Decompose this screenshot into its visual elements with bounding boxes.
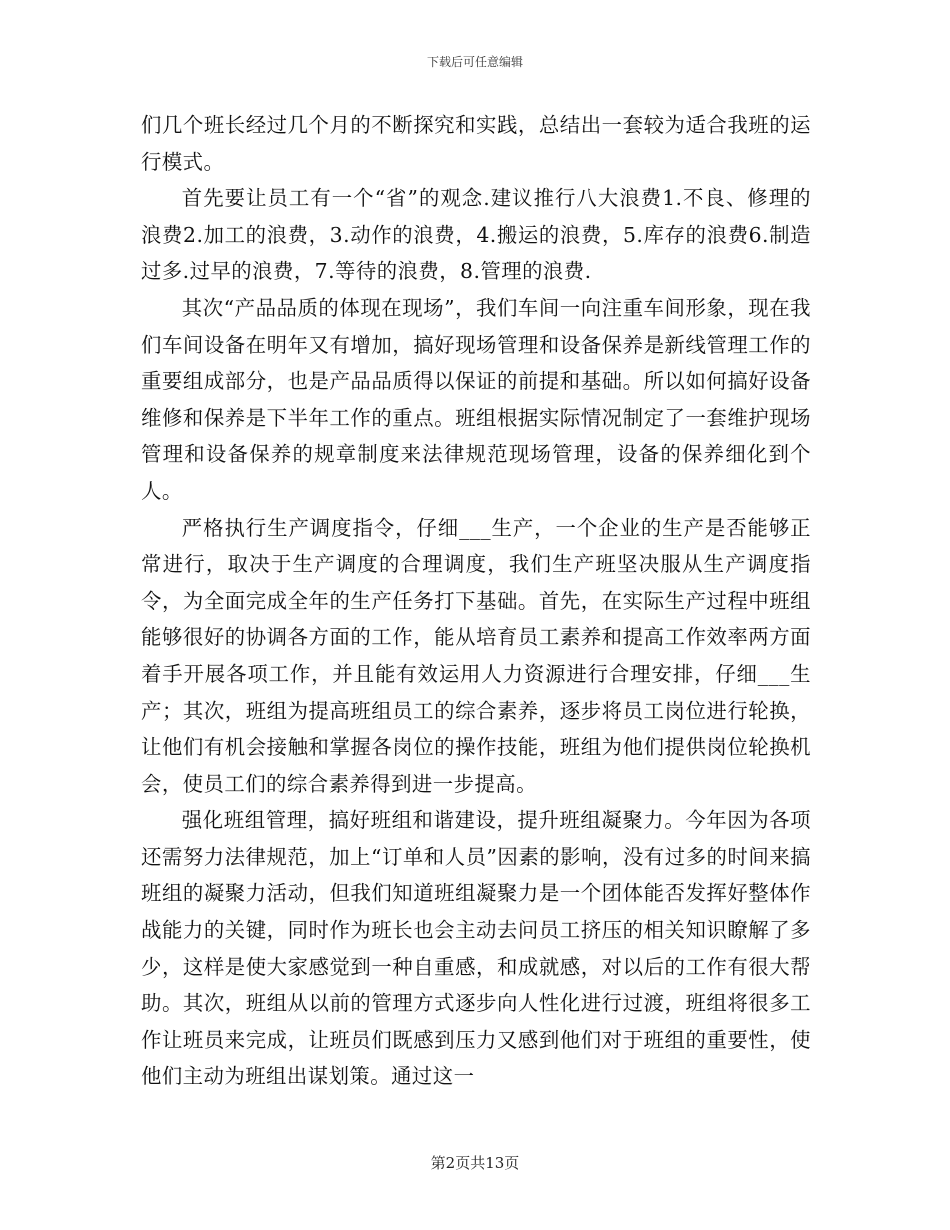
paragraph-waste-concept: 首先要让员工有一个“省”的观念.建议推行八大浪费1.不良、修理的浪费2.加工的浪费，3.动作的浪费，4.搬运的浪费，5.库存的浪费6.制造过多.过早的浪费，7.等待的浪费，8.管理的浪费.	[141, 186, 811, 284]
paragraph-continuation: 们几个班长经过几个月的不断探究和实践，总结出一套较为适合我班的运行模式。	[141, 113, 811, 174]
paragraph-team-cohesion: 强化班组管理，搞好班组和谐建设，提升班组凝聚力。今年因为各项还需努力法律规范，加上“订单和人员”因素的影响，没有过多的时间来搞班组的凝聚力活动，但我们知道班组凝聚力是一个团体能否发挥好整体作战能力的关键，同时作为班长也会主动去问员工挤压的相关知识瞭解了多少，这样是使大家感觉到一种自重感，和成就感，对以后的工作有很大帮助。其次，班组从以前的管理方式逐步向人性化进行过渡，班组将很多工作让班员来完成，让班员们既感到压力又感到他们对于班组的重要性，使他们主动为班组出谋划策。通过这一	[141, 808, 811, 1089]
page-number: 第2页共13页	[430, 1154, 520, 1172]
paragraph-site-management: 其次“产品品质的体现在现场”，我们车间一向注重车间形象，现在我们车间设备在明年又有增加，搞好现场管理和设备保养是新线管理工作的重要组成部分，也是产品品质得以保证的前提和基础。所以如何搞好设备维修和保养是下半年工作的重点。班组根据实际情况制定了一套维护现场管理和设备保养的规章制度来法律规范现场管理，设备的保养细化到个人。	[141, 295, 811, 503]
page-header: 下载后可任意编辑	[426, 55, 523, 69]
document-body	[141, 107, 811, 1095]
paragraph-production-scheduling: 严格执行生产调度指令，仔细___生产，一个企业的生产是否能够正常进行，取决于生产调度的合理调度，我们生产班坚决服从生产调度指令，为全面完成全年的生产任务打下基础。首先，在实际生产过程中班组能够很好的协调各方面的工作，能从培育员工素养和提高工作效率两方面着手开展各项工作，并且能有效运用人力资源进行合理安排，仔细___生产；其次，班组为提高班组员工的综合素养，逐步将员工岗位进行轮换，让他们有机会接触和掌握各岗位的操作技能，班组为他们提供岗位轮换机会，使员工们的综合素养得到进一步提高。	[141, 515, 811, 796]
